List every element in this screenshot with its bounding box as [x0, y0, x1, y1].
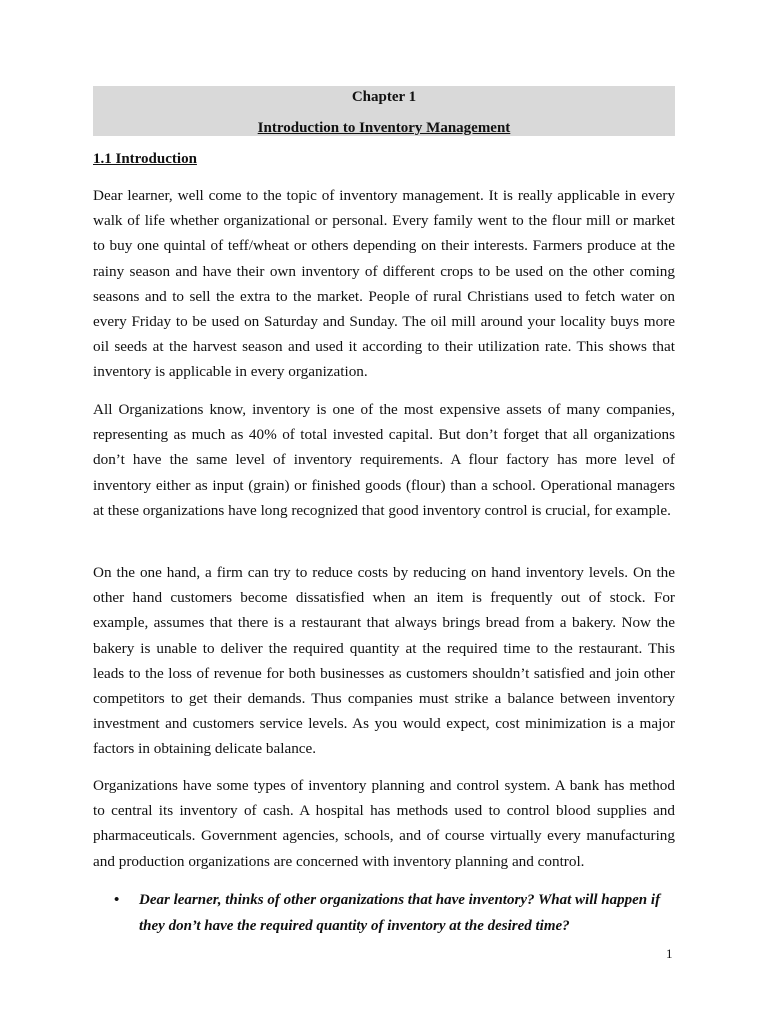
question-text: Dear learner, thinks of other organizations that have inventory? What will happen if they don’t have the required quantity of inventory at the desired time? — [139, 892, 661, 934]
bullet-dot-icon: • — [114, 892, 120, 908]
question-bullet-list — [93, 887, 675, 939]
paragraph-planning-control: Organizations have some types of inventory planning and control system. A bank has method to central its inventory of cash. A hospital has methods used to control blood supplies and pharmaceuticals. Government agencies, schools, and of course virtually every manufacturing and production organizations are concerned with inventory planning and control. — [93, 777, 675, 870]
paragraph-balance: On the one hand, a firm can try to reduce costs by reducing on hand inventory levels. On the other hand customers become dissatisfied when an item is frequently out of stock. For example, assumes that there is a restaurant that always brings bread from a bakery. Now the bakery is unable to deliver the required quantity at the required time to the restaurant. This leads to the loss of revenue for both businesses as customers shouldn’t satisfied and join other competitors to get their demands. Thus companies must strike a balance between inventory investment and customers service levels. As you would expect, cost minimization is a major factors in obtaining delicate balance. — [93, 564, 675, 758]
chapter-label: Chapter 1 — [351, 89, 417, 105]
chapter-title: Introduction to Inventory Management — [257, 120, 511, 136]
page-number: 1 — [666, 946, 673, 961]
paragraph-expensive-assets: All Organizations know, inventory is one of the most expensive assets of many companies, representing as much as 40% of total invested capital. But don’t forget that all organizations don’t have the same level of inventory requirements. A flour factory has more level of inventory either as input (grain) or finished goods (flour) than a school. Operational managers at these organizations have long recognized that good inventory control is crucial, for example. — [93, 401, 675, 519]
paragraph-intro: Dear learner, well come to the topic of inventory management. It is really applicable in every walk of life whether organizational or personal. Every family went to the flour mill or market to buy one quintal of teff/wheat or others depending on their interests. Farmers produce at the rainy season and have their own inventory of different crops to be used on the other coming seasons and to sell the extra to the market. People of rural Christians used to fetch water on every Friday to be used on Saturday and Sunday. The oil mill around your locality buys more oil seeds at the harvest season and used it according to their utilization rate. This shows that inventory is applicable in every organization. — [93, 187, 675, 381]
section-heading: 1.1 Introduction — [93, 151, 197, 167]
question-bullet-item — [93, 887, 675, 939]
